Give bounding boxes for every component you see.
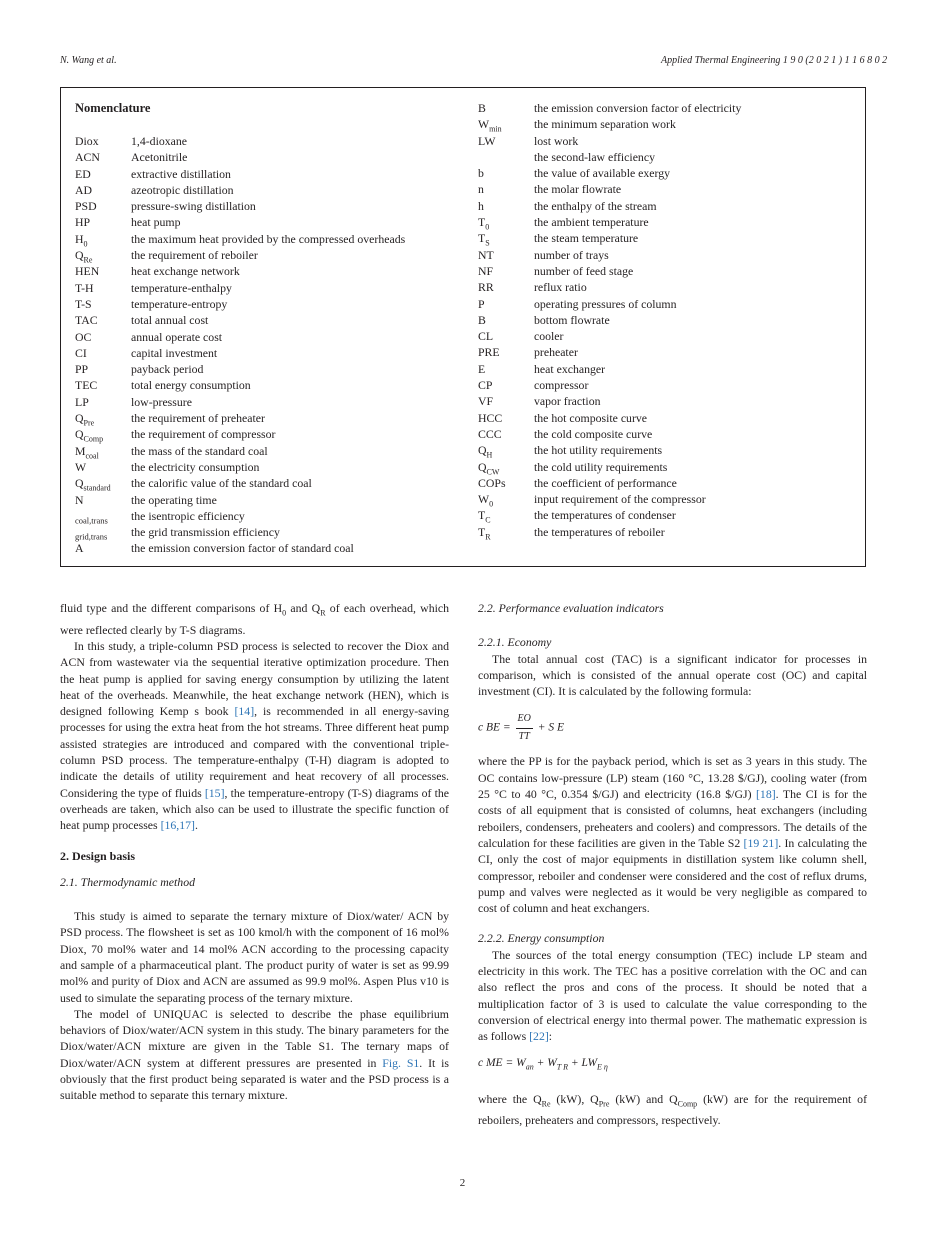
nomenclature-symbol: HEN	[75, 264, 100, 279]
nomenclature-definition: the temperatures of condenser	[534, 508, 676, 523]
nomenclature-definition: operating pressures of column	[534, 296, 677, 311]
nomenclature-symbol: $Q_{standard}$	[75, 476, 111, 493]
nomenclature-definition: lost work	[534, 133, 579, 148]
paragraph: The model of UNIQUAC is selected to describe the phase equilibrium behaviors of Diox/water/ACN system in this study. The binary parameters for the Diox/water/ACN mixture are given in the Table S1. The ternary maps of Diox/water/ACN system at different pressures are presented in Fig. S1. It is obviously that the first product being separated is water and the PSD process is a suitable method to separate this ternary mixture.	[60, 1006, 449, 1103]
nomenclature-definition: the hot utility requirements	[534, 443, 663, 458]
nomenclature-symbol: $Q_{Comp}$	[75, 427, 104, 444]
nomenclature-symbol: ACN	[75, 150, 100, 165]
nomenclature-symbol: A	[75, 541, 84, 556]
nomenclature-symbol: T-H	[75, 280, 94, 295]
nomenclature-symbol: $T_C$	[478, 508, 491, 525]
nomenclature-symbol: LP	[75, 394, 89, 409]
citation-link[interactable]: [15]	[204, 785, 225, 800]
nomenclature-definition: the ambient temperature	[534, 215, 649, 230]
nomenclature-symbol: ED	[75, 166, 91, 181]
nomenclature-symbol: $W_0$	[478, 492, 494, 509]
nomenclature-symbol: NT	[478, 247, 494, 262]
nomenclature-definition: the operating time	[131, 492, 217, 507]
nomenclature-symbol: B	[478, 312, 486, 327]
nomenclature-definition: the minimum separation work	[534, 117, 676, 132]
nomenclature-symbol: W	[75, 459, 87, 474]
nomenclature-definition: temperature-entropy	[131, 296, 228, 311]
nomenclature-symbol: RR	[478, 280, 494, 295]
nomenclature-definition: input requirement of the compressor	[534, 492, 706, 507]
nomenclature-definition: the maximum heat provided by the compressed overheads	[131, 231, 406, 246]
nomenclature-symbol: $Q_{Pre}$	[75, 411, 95, 428]
nomenclature-definition: heat exchange network	[131, 264, 240, 279]
citation-link[interactable]: [22]	[529, 1029, 549, 1044]
citation-link[interactable]: [14]	[234, 704, 255, 719]
nomenclature-symbol: $T_S$	[478, 231, 490, 248]
nomenclature-symbol: AD	[75, 182, 93, 197]
nomenclature-symbol: B	[478, 101, 486, 115]
nomenclature-definition: compressor	[534, 378, 589, 393]
nomenclature-definition: low-pressure	[131, 394, 192, 409]
nomenclature-symbol: T-S	[75, 296, 92, 311]
nomenclature-symbol: CI	[75, 345, 87, 360]
nomenclature-definition: the coefficient of performance	[534, 475, 677, 490]
nomenclature-definition: the requirement of preheater	[131, 411, 265, 426]
nomenclature-definition: the molar flowrate	[534, 182, 622, 197]
nomenclature-definition: number of feed stage	[534, 263, 634, 278]
nomenclature-symbol: Diox	[75, 134, 99, 148]
nomenclature-definition: the requirement of compressor	[131, 427, 276, 442]
nomenclature-symbol: $H_0$	[75, 231, 88, 249]
paragraph: This study is aimed to separate the ternary mixture of Diox/water/ ACN by PSD process. The flowsheet is set as 100 kmol/h with the component of 16 mol% Diox, 70 mol% water and 14 mol% ACN according to the processing capacity and sample of a pharmaceutical plant. The product purity of water is set as 99.99 mol% and purity of Diox and ACN are assumed as 99.9 mol%. Aspen Plus v10 is used to simulate the separating process of the ternary mixture.	[60, 909, 449, 1005]
nomenclature-symbol: PP	[75, 362, 89, 377]
nomenclature-definition: cooler	[534, 329, 564, 344]
nomenclature-definition: extractive distillation	[131, 166, 231, 181]
nomenclature-symbol: NF	[478, 263, 494, 278]
nomenclature-symbol: $M_{coal}$	[75, 443, 99, 460]
nomenclature-definition: the steam temperature	[534, 231, 639, 246]
left-column	[60, 600, 449, 1104]
nomenclature-title: Nomenclature	[75, 101, 151, 115]
nomenclature-symbol: grid,trans	[75, 531, 108, 542]
page-number: 2	[459, 1177, 466, 1189]
nomenclature-symbol: COPs	[478, 475, 506, 490]
nomenclature-definition: the requirement of reboiler	[131, 248, 258, 263]
nomenclature-symbol: HCC	[478, 410, 503, 425]
nomenclature-symbol: CP	[478, 378, 493, 393]
nomenclature-symbol: $Q_{CW}$	[478, 459, 500, 476]
nomenclature-symbol: $Q_H$	[478, 443, 493, 460]
nomenclature-symbol: HP	[75, 215, 91, 230]
paragraph: The sources of the total energy consumption (TEC) include LP steam and electricity in this work. The TEC has a positive correlation with the OC and can also reflect the pros and cons of the process. It should be noted that a multiplication factor of 3 is used to calculate the value corresponding to the conversion of electrical energy into thermal power. The mathematic expression is as follows [22]:	[478, 947, 867, 1044]
nomenclature-definition: the temperatures of reboiler	[534, 524, 665, 539]
nomenclature-symbol: TAC	[75, 313, 98, 328]
nomenclature-symbol: n	[478, 182, 484, 197]
nomenclature-definition: the hot composite curve	[534, 410, 648, 425]
nomenclature-definition: the cold utility requirements	[534, 459, 668, 474]
nomenclature-definition: preheater	[534, 345, 578, 360]
nomenclature-definition: vapor fraction	[534, 394, 601, 409]
citation-link[interactable]: [18]	[756, 787, 776, 802]
nomenclature-definition: total annual cost	[131, 313, 209, 328]
nomenclature-definition: the enthalpy of the stream	[534, 198, 657, 213]
nomenclature-definition: heat pump	[131, 215, 181, 230]
nomenclature-symbol: TEC	[75, 378, 98, 393]
nomenclature-symbol: b	[478, 166, 484, 181]
citation-link[interactable]: [16,17]	[160, 818, 195, 833]
nomenclature-symbol: $T_R$	[478, 524, 491, 542]
paragraph: where the $Q_{Re}$ (kW), $Q_{Pre}$ (kW) and $Q_{Comp}$ (kW) are for the requirement of reboilers, preheaters and compressors, respectively.	[478, 1091, 867, 1128]
subsection-heading: 2.1. Thermodynamic method	[60, 874, 195, 889]
figure-link[interactable]: Fig. S1	[382, 1055, 420, 1070]
nomenclature-definition: annual operate cost	[131, 329, 223, 344]
nomenclature-definition: the cold composite curve	[534, 426, 653, 441]
nomenclature-symbol: PSD	[75, 199, 97, 214]
subsubsection-heading: 2.2.1. Economy	[478, 635, 552, 650]
nomenclature-definition: heat exchanger	[534, 361, 606, 376]
running-header-authors: N. Wang et al.	[60, 55, 117, 66]
nomenclature-definition: capital investment	[131, 345, 218, 360]
nomenclature-symbol: N	[75, 492, 84, 507]
subsection-heading: 2.2. Performance evaluation indicators	[478, 601, 664, 615]
nomenclature-symbol: $Q_{Re}$	[75, 248, 93, 265]
nomenclature-definition: the isentropic efficiency	[131, 508, 245, 523]
nomenclature-definition: payback period	[131, 362, 204, 377]
paragraph: fluid type and the different comparisons of $H_0$ and $Q_R$ of each overhead, which were reflected clearly by T-S diagrams.	[60, 601, 449, 637]
nomenclature-definition: bottom flowrate	[534, 312, 610, 327]
nomenclature-definition: Acetonitrile	[131, 150, 188, 165]
citation-link[interactable]: [19 21]	[743, 835, 779, 850]
nomenclature-definition: the grid transmission efficiency	[131, 525, 280, 540]
nomenclature-symbol: OC	[75, 329, 92, 344]
nomenclature-symbol: coal,trans	[75, 515, 108, 526]
equation-tec: c ME = $W_{an} + W_{T R} + LW_{E \eta}$	[478, 1056, 608, 1071]
nomenclature-definition: the calorific value of the standard coal	[131, 476, 312, 491]
nomenclature-symbol: P	[478, 296, 485, 311]
nomenclature-symbol: CCC	[478, 426, 502, 441]
nomenclature-definition: reflux ratio	[534, 280, 587, 295]
paragraph: where the PP is for the payback period, which is set as 3 years in this study. The OC contains low-pressure (LP) steam (160 °C, 13.28 $/GJ), cooling water (from 25 °C to 40 °C, 0.354 $/GJ) and electricity (16.8 $/GJ) [18]. The CI is for the costs of all equipment that is consisted of columns, heat exchangers (including reboilers, condensers, preheaters and coolers) and compressors. The details of the calculation for these facilities are given in the Table S2 [19 21]. In calculating the CI, only the cost of major equipments in distillation system like column shell, compressor, reboiler and condenser were considered and the cost of reflux drums, pump and valves were neglected as it would be very negligible as compared to cost of column and heat exchangers.	[478, 754, 868, 916]
nomenclature-definition: 1,4-dioxane	[131, 134, 188, 148]
nomenclature-definition: the electricity consumption	[131, 459, 260, 474]
running-header-journal: Applied Thermal Engineering 1 9 0 (2 0 2 1 ) 1 1 6 8 0 2	[661, 55, 888, 66]
nomenclature-definition: the second-law efficiency	[534, 149, 655, 164]
nomenclature-definition: pressure-swing distillation	[131, 199, 256, 214]
section-heading: 2. Design basis	[60, 848, 136, 863]
nomenclature-definition: number of trays	[534, 247, 609, 262]
nomenclature-symbol: LW	[478, 133, 496, 148]
paragraph: The total annual cost (TAC) is a significant indicator for processes in comparison, which is consisted of the annual operate cost (OC) and capital investment (CI). It is calculated by the following formula:	[478, 651, 867, 699]
nomenclature-symbol: $T_0$	[478, 215, 490, 232]
nomenclature-box	[60, 87, 866, 567]
nomenclature-definition: the emission conversion factor of electricity	[534, 101, 742, 115]
paragraph: In this study, a triple-column PSD process is selected to recover the Diox and ACN from wastewater via the sequential iterative optimization procedure. Then the heat pump is applied for saving energy consumption by utilizing the latent heat of the overheads. Meanwhile, the heat exchange network (HEN), which is designed following Kemp s book [14], is recommended in all energy-saving processes for using the extra heat from the hot streams. Three different heat pump assisted strategies are introduced and compared with the conventional triple-column PSD process. The temperature-enthalpy (T-H) diagram is adopted to indicate the details of utility requirement and heat recovery of all processes. Considering the type of fluids [15], the temperature-entropy (T-S) diagrams of the overheads are taken, which also can be used to illustrate the specific function of heat pump processes [16,17].	[60, 638, 449, 833]
nomenclature-symbol: PRE	[478, 345, 500, 360]
nomenclature-definition: the emission conversion factor of standard coal	[131, 541, 354, 556]
nomenclature-definition: the value of available exergy	[534, 166, 671, 181]
nomenclature-symbol: E	[478, 361, 486, 376]
equation-tac: c BE = $\frac{EO}{TT}$ + S E	[478, 713, 565, 742]
subsubsection-heading: 2.2.2. Energy consumption	[478, 931, 605, 946]
nomenclature-symbol: h	[478, 198, 484, 213]
nomenclature-definition: the mass of the standard coal	[131, 443, 268, 458]
nomenclature-definition: azeotropic distillation	[131, 182, 234, 197]
nomenclature-symbol: CL	[478, 329, 494, 344]
nomenclature-definition: total energy consumption	[131, 378, 251, 393]
nomenclature-symbol: VF	[478, 394, 494, 409]
nomenclature-definition: temperature-enthalpy	[131, 280, 232, 295]
right-column	[478, 600, 867, 1128]
nomenclature-symbol: $W_{min}$	[478, 117, 502, 134]
